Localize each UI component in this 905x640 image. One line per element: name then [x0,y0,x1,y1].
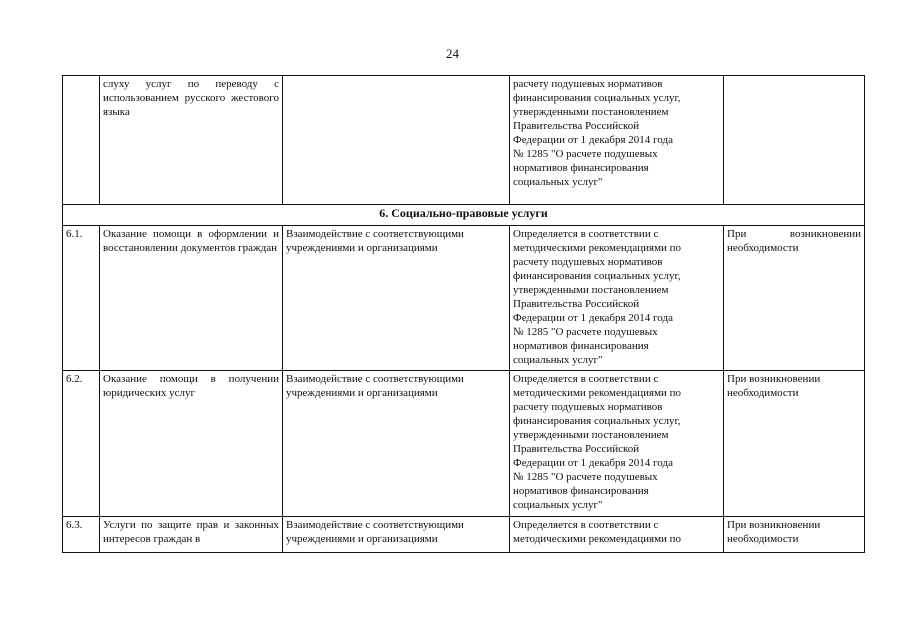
cell-norms: расчету подушевых нормативов финансирования социальных услуг, утвержденными постановлением Правительства Российской Федерации от 1 декабря 2014 года № 1285 "О расчете подушевых нормативов финансирования социальных услуг" [510,76,724,205]
cell-service-name: слуху услуг по переводу с использованием русского жестового языка [100,76,283,205]
cell-when: При возникновении необходимости [724,517,865,553]
services-table [62,75,865,553]
section-row [63,205,865,226]
cell-when [724,76,865,205]
section-title: 6. Социально-правовые услуги [63,205,865,226]
cell-conditions: Взаимодействие с соответствующими учреждениями и организациями [283,226,510,371]
cell-conditions [283,76,510,205]
table-row [63,517,865,553]
cell-num: 6.1. [63,226,100,371]
cell-service-name: Оказание помощи в оформлении и восстановлении документов граждан [100,226,283,371]
cell-conditions: Взаимодействие с соответствующими учреждениями и организациями [283,517,510,553]
cell-num: 6.3. [63,517,100,553]
cell-num: 6.2. [63,371,100,517]
cell-service-name: Оказание помощи в получении юридических услуг [100,371,283,517]
cell-norms: Определяется в соответствии с методическими рекомендациями по [510,517,724,553]
cell-norms: Определяется в соответствии с методическими рекомендациями по расчету подушевых нормативов финансирования социальных услуг, утвержденными постановлением Правительства Российской Федерации от 1 декабря 2014 года № 1285 "О расчете подушевых нормативов финансирования социальных услуг" [510,371,724,517]
page-number: 24 [446,46,459,61]
table-row [63,226,865,371]
cell-when: При возникновении необходимости [724,226,865,371]
cell-when: При возникновении необходимости [724,371,865,517]
table-row [63,371,865,517]
cell-num [63,76,100,205]
cell-conditions: Взаимодействие с соответствующими учреждениями и организациями [283,371,510,517]
cell-service-name: Услуги по защите прав и законных интересов граждан в [100,517,283,553]
cell-norms: Определяется в соответствии с методическими рекомендациями по расчету подушевых нормативов финансирования социальных услуг, утвержденными постановлением Правительства Российской Федерации от 1 декабря 2014 года № 1285 "О расчете подушевых нормативов финансирования социальных услуг" [510,226,724,371]
table-row-continuation [63,76,865,205]
